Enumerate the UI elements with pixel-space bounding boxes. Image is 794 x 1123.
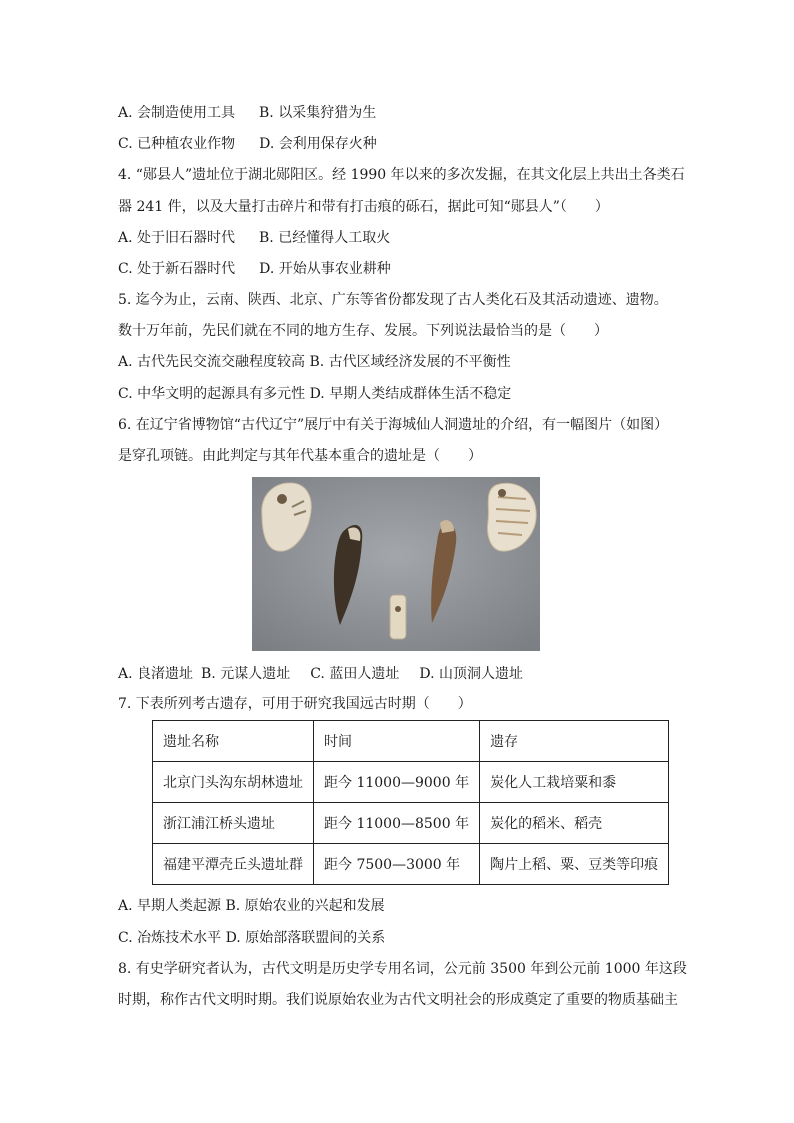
table-cell: 浙江浦江桥头遗址: [153, 803, 314, 844]
q4-options-row-1: [118, 228, 390, 248]
q6-stem-line-1: 6. 在辽宁省博物馆“古代辽宁”展厅中有关于海城仙人洞遗址的介绍，有一幅图片（如图）: [118, 417, 669, 433]
q7-stem-line-1: 7. 下表所列考古遗存，可用于研究我国远古时期（ ）: [118, 696, 472, 712]
table-cell: 距今 7500—3000 年: [314, 844, 480, 885]
table-cell: 陶片上稻、粟、豆类等印痕: [480, 844, 669, 885]
q7-option-a: A. 早期人类起源: [118, 898, 222, 914]
table-header-cell: 遗存: [480, 721, 669, 762]
table-cell: 距今 11000—9000 年: [314, 762, 480, 803]
table-header-cell: 遗址名称: [153, 721, 314, 762]
q6-options-row: [118, 664, 523, 684]
q6-option-d: D. 山顶洞人遗址: [419, 666, 523, 682]
q3-option-b: B. 以采集狩猎为生: [259, 105, 377, 121]
q7-option-b: B. 原始农业的兴起和发展: [225, 898, 385, 914]
q4-stem-line-1: 4. “郧县人”遗址位于湖北郧阳区。经 1990 年以来的多次发掘，在其文化层上共出土各类石: [118, 167, 685, 183]
bone-bead-center: [390, 595, 406, 639]
q7-options-row-1: [118, 896, 385, 916]
q8-stem-line-1: 8. 有史学研究者认为，古代文明是历史学专用名词，公元前 3500 年到公元前 1000 年这段: [118, 961, 687, 977]
necklace-pieces-illustration: [252, 477, 540, 651]
table-cell: 距今 11000—8500 年: [314, 803, 480, 844]
q3-option-c: C. 已种植农业作物: [118, 136, 236, 152]
q6-option-a: A. 良渚遗址: [118, 666, 194, 682]
table-cell: 福建平潭壳丘头遗址群: [153, 844, 314, 885]
table-header-row: [153, 721, 669, 762]
q3-options-row-1: [118, 103, 376, 123]
q5-option-c: C. 中华文明的起源具有多元性: [118, 386, 306, 402]
q5-option-a: A. 古代先民交流交融程度较高: [118, 354, 306, 370]
q5-option-b: B. 古代区域经济发展的不平衡性: [309, 354, 511, 370]
q7-option-c: C. 冶炼技术水平: [118, 930, 222, 946]
table-cell: 炭化人工栽培粟和黍: [480, 762, 669, 803]
q5-options-row-2: [118, 384, 511, 404]
table-row: [153, 762, 669, 803]
q4-option-d: D. 开始从事农业耕种: [259, 261, 391, 277]
q7-option-d: D. 原始部落联盟间的关系: [225, 930, 386, 946]
q3-option-d: D. 会利用保存火种: [259, 136, 377, 152]
q6-option-b: B. 元谋人遗址: [201, 666, 291, 682]
table-cell: 北京门头沟东胡林遗址: [153, 762, 314, 803]
table-header-cell: 时间: [314, 721, 480, 762]
q5-options-row-1: [118, 352, 511, 372]
q5-stem-line-1: 5. 迄今为止，云南、陕西、北京、广东等省份都发现了古人类化石及其活动遗迹、遗物。: [118, 292, 668, 308]
q4-options-row-2: [118, 259, 391, 279]
table-row: [153, 844, 669, 885]
q8-stem-line-2: 时期，称作古代文明时期。我们说原始农业为古代文明社会的形成奠定了重要的物质基础主: [118, 992, 678, 1008]
archaeology-table: [152, 720, 669, 885]
q4-option-b: B. 已经懂得人工取火: [259, 230, 391, 246]
q3-options-row-2: [118, 134, 377, 154]
table-row: [153, 803, 669, 844]
q3-option-a: A. 会制造使用工具: [118, 105, 236, 121]
perforated-necklace-photo: [252, 477, 540, 651]
q6-stem-line-2: 是穿孔项链。由此判定与其年代基本重合的遗址是（ ）: [118, 448, 482, 464]
q5-stem-line-2: 数十万年前，先民们就在不同的地方生存、发展。下列说法最恰当的是（ ）: [118, 323, 608, 339]
q4-option-a: A. 处于旧石器时代: [118, 230, 236, 246]
q4-stem-line-2: 器 241 件，以及大量打击碎片和带有打击痕的砾石，据此可知“郧县人”（ ）: [118, 199, 609, 215]
q4-option-c: C. 处于新石器时代: [118, 261, 236, 277]
q7-options-row-2: [118, 928, 385, 948]
q6-option-c: C. 蓝田人遗址: [310, 666, 400, 682]
q5-option-d: D. 早期人类结成群体生活不稳定: [309, 386, 512, 402]
table-cell: 炭化的稻米、稻壳: [480, 803, 669, 844]
